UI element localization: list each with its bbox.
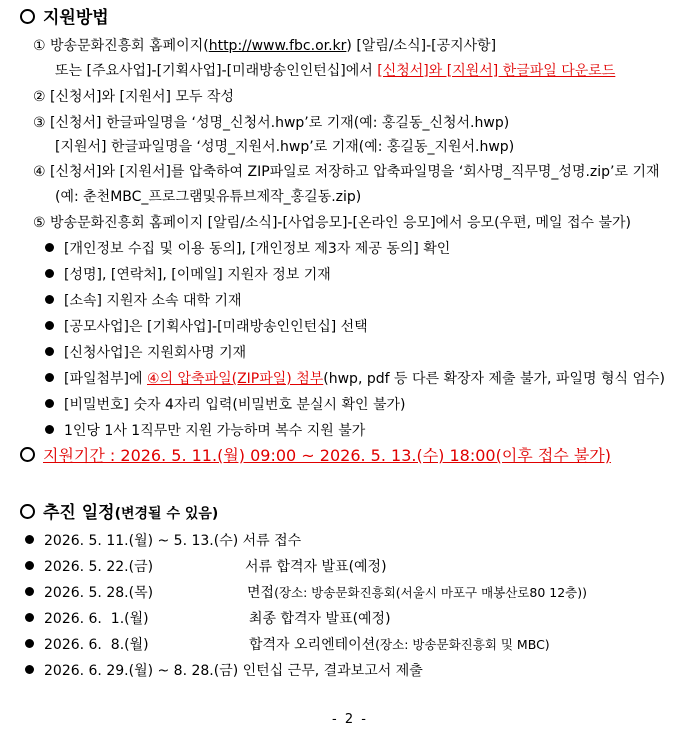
schedule-row	[25, 636, 550, 654]
step-text: ) [알림/소식]-[공지사항]	[346, 38, 497, 54]
step-3-cont	[55, 138, 514, 156]
schedule-date: 2026. 6. 1.(월)	[44, 611, 149, 627]
homepage-link[interactable]: http://www.fbc.or.kr	[208, 38, 347, 54]
schedule-note: (장소: 방송문화진흥회 및 MBC)	[375, 637, 550, 652]
step-number: ①	[33, 38, 46, 54]
bullet-icon	[45, 321, 54, 330]
bullet-icon	[25, 535, 34, 544]
step-text: 방송문화진흥회 홈페이지(	[50, 38, 209, 54]
step-number: ④	[33, 164, 46, 180]
circle-bullet-icon	[20, 504, 35, 519]
list-item	[45, 396, 405, 414]
list-item	[45, 318, 368, 336]
schedule-date: 2026. 5. 11.(월) ~ 5. 13.(수)	[44, 533, 239, 549]
schedule-event: 서류 접수	[242, 533, 302, 549]
schedule-date: 2026. 6. 8.(월)	[44, 637, 149, 653]
step-text: [신청서] 한글파일명을 ‘성명_신청서.hwp’로 기재(예: 홍길동_신청서.hwp)	[50, 115, 510, 131]
step-text: 방송문화진흥회 홈페이지 [알림/소식]-[사업응모]-[온라인 응모]에서 응모(우편, 메일 접수 불가)	[50, 215, 631, 231]
step-text: 또는 [주요사업]-[기획사업]-[미래방송인인턴십]에서	[55, 63, 378, 79]
bullet-icon	[25, 587, 34, 596]
schedule-date: 2026. 5. 22.(금)	[44, 559, 154, 575]
schedule-row	[25, 610, 391, 628]
list-item	[45, 422, 365, 440]
bullet-icon	[45, 243, 54, 252]
section-title: 지원방법	[43, 8, 109, 28]
step-1	[33, 37, 496, 55]
period-text: 지원기간 : 2026. 5. 11.(월) 09:00 ~ 2026. 5. 13.(수) 18:00(이후 접수 불가)	[43, 446, 612, 465]
list-item-text: [소속] 지원자 소속 대학 기재	[64, 293, 242, 309]
step-number: ⑤	[33, 215, 46, 231]
step-3	[33, 114, 509, 132]
list-item-attach	[45, 370, 665, 388]
list-item-text: 1인당 1사 1직무만 지원 가능하며 복수 지원 불가	[64, 423, 366, 439]
section-heading-apply-method	[20, 7, 109, 29]
schedule-event: 인턴십 근무, 결과보고서 제출	[242, 663, 423, 679]
bullet-icon	[25, 665, 34, 674]
list-item	[45, 344, 246, 362]
step-2	[33, 88, 234, 106]
section-heading-schedule	[20, 502, 218, 525]
section-title: 추진 일정	[43, 503, 115, 523]
step-text: [신청서]와 [지원서]를 압축하여 ZIP파일로 저장하고 압축파일명을 ‘회사명_직무명_성명.zip’로 기재	[50, 164, 660, 180]
attach-highlight: ④의 압축파일(ZIP파일) 첨부	[147, 371, 324, 387]
schedule-row	[25, 584, 587, 602]
application-period	[20, 445, 611, 467]
bullet-icon	[45, 425, 54, 434]
circle-bullet-icon	[20, 9, 35, 24]
download-highlight: [신청서]와 [지원서] 한글파일 다운로드	[377, 63, 616, 79]
step-4-cont	[55, 188, 361, 206]
bullet-icon	[25, 639, 34, 648]
schedule-event: 면접	[247, 585, 275, 601]
step-number: ③	[33, 115, 46, 131]
step-text: [지원서] 한글파일명을 ‘성명_지원서.hwp’로 기재(예: 홍길동_지원서.hwp)	[55, 139, 515, 155]
bullet-icon	[45, 295, 54, 304]
list-item-text: [공모사업]은 [기획사업]-[미래방송인인턴십] 선택	[64, 319, 368, 335]
schedule-row	[25, 558, 387, 576]
page-number: - 2 -	[332, 712, 368, 727]
step-number: ②	[33, 89, 46, 105]
schedule-event: 합격자 오리엔테이션	[249, 637, 376, 653]
schedule-row	[25, 662, 423, 680]
list-item	[45, 292, 242, 310]
bullet-icon	[45, 399, 54, 408]
list-item-text: [성명], [연락처], [이메일] 지원자 정보 기재	[64, 267, 331, 283]
schedule-row	[25, 532, 301, 550]
step-1-cont	[55, 62, 615, 80]
step-text: [신청서]와 [지원서] 모두 작성	[50, 89, 234, 105]
bullet-icon	[45, 269, 54, 278]
bullet-icon	[45, 373, 54, 382]
schedule-event: 최종 합격자 발표(예정)	[249, 611, 391, 627]
bullet-icon	[25, 561, 34, 570]
list-item-text: [파일첨부]에	[64, 371, 147, 387]
list-item-text: [신청사업]은 지원회사명 기재	[64, 345, 247, 361]
list-item	[45, 240, 450, 258]
schedule-date: 2026. 6. 29.(월) ~ 8. 28.(금)	[44, 663, 239, 679]
step-4	[33, 163, 660, 181]
list-item-text: [비밀번호] 숫자 4자리 입력(비밀번호 분실시 확인 불가)	[64, 397, 406, 413]
bullet-icon	[25, 613, 34, 622]
schedule-date: 2026. 5. 28.(목)	[44, 585, 154, 601]
schedule-event: 서류 합격자 발표(예정)	[245, 559, 387, 575]
bullet-icon	[45, 347, 54, 356]
list-item	[45, 266, 331, 284]
step-5	[33, 214, 631, 232]
section-subtitle: (변경될 수 있음)	[114, 506, 219, 522]
list-item-text: [개인정보 수집 및 이용 동의], [개인정보 제3자 제공 동의] 확인	[64, 241, 451, 257]
list-item-text: (hwp, pdf 등 다른 확장자 제출 불가, 파일명 형식 엄수)	[323, 371, 665, 387]
step-text: (예: 춘천MBC_프로그램및유튜브제작_홍길동.zip)	[55, 189, 362, 205]
circle-bullet-icon	[20, 447, 35, 462]
schedule-note: (장소: 방송문화진흥회(서울시 마포구 매봉산로80 12층))	[274, 585, 587, 600]
